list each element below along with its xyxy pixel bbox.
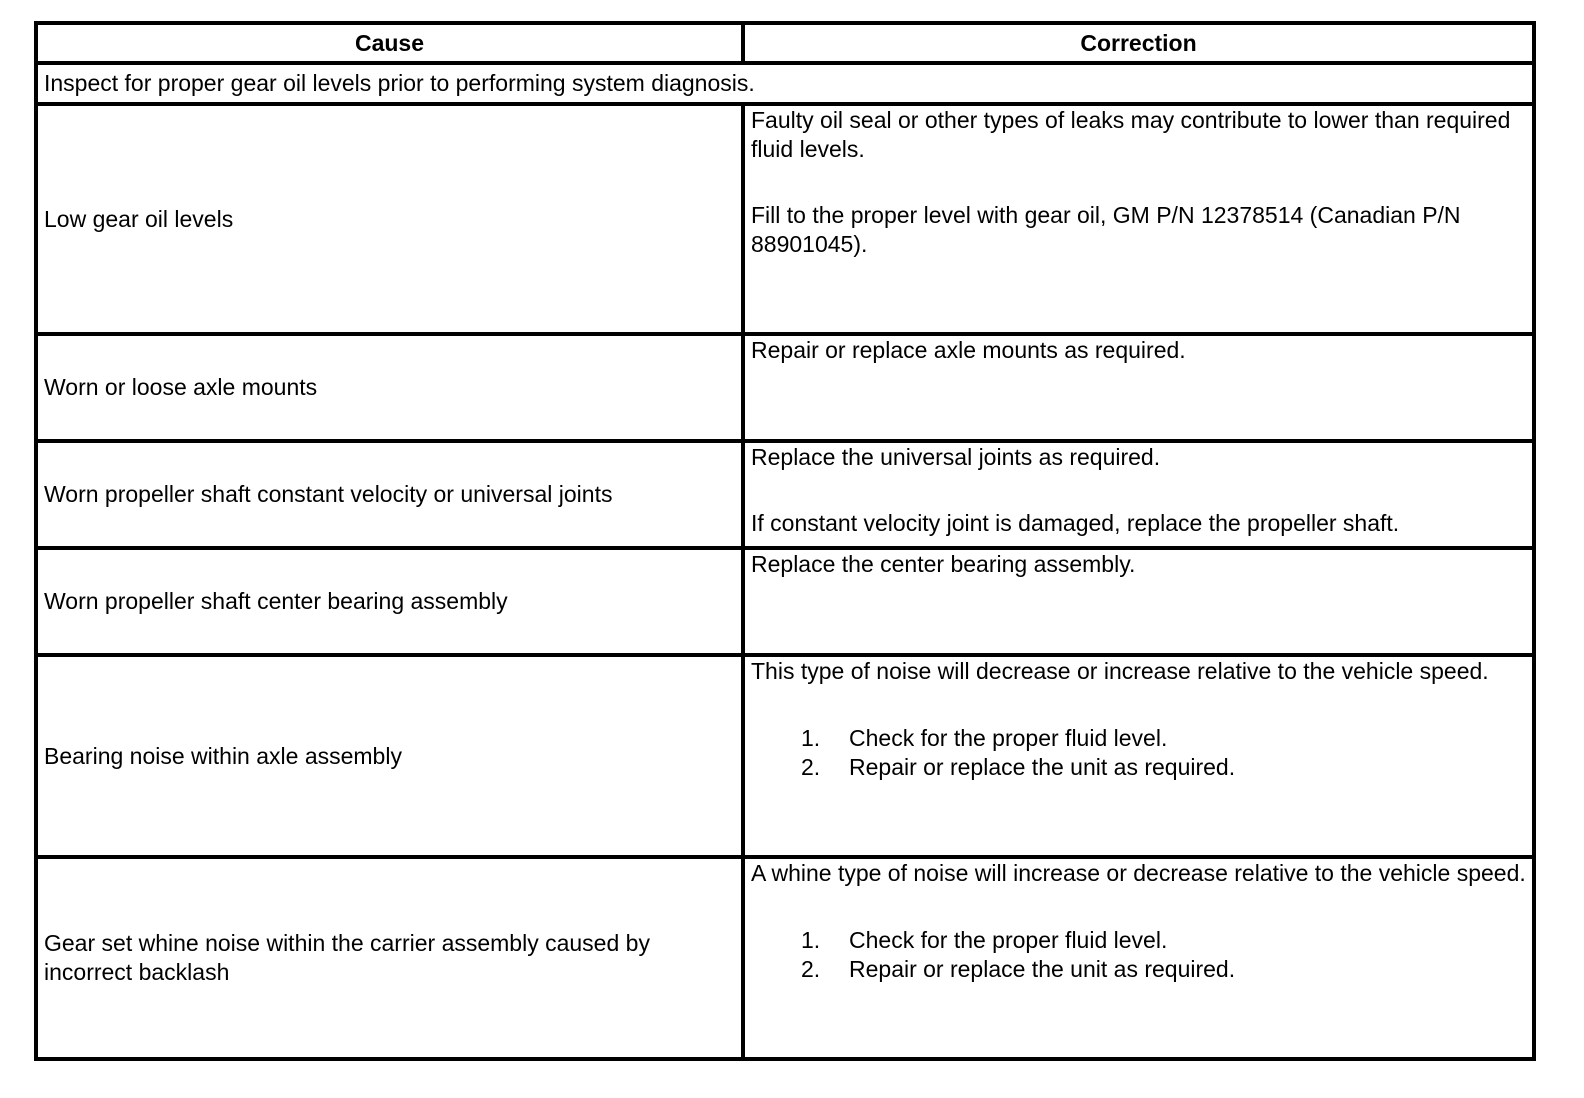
step-number: 1.	[801, 725, 821, 751]
table-row	[36, 104, 1534, 334]
correction-cell	[743, 857, 1534, 1059]
cause-cell: Gear set whine noise within the carrier assembly caused by incorrect backlash	[36, 857, 743, 1059]
correction-text: Faulty oil seal or other types of leaks may contribute to lower than required fluid levels.	[751, 107, 1511, 162]
table-row	[36, 441, 1534, 548]
table-row	[36, 857, 1534, 1059]
step-text: Repair or replace the unit as required.	[849, 956, 1236, 982]
cause-cell: Low gear oil levels	[36, 104, 743, 334]
correction-cell	[743, 334, 1534, 441]
step-number: 2.	[801, 956, 821, 982]
table-row	[36, 655, 1534, 857]
cause-cell: Worn propeller shaft center bearing assembly	[36, 548, 743, 655]
header-cause: Cause	[36, 23, 743, 63]
correction-text: Repair or replace axle mounts as required.	[751, 337, 1186, 363]
step-list	[751, 926, 1526, 984]
step-text: Repair or replace the unit as required.	[849, 754, 1236, 780]
step-number: 2.	[801, 754, 821, 780]
correction-cell	[743, 655, 1534, 857]
table-header-row	[36, 23, 1534, 63]
diagnostic-table	[34, 21, 1536, 1061]
inspection-note: Inspect for proper gear oil levels prior to performing system diagnosis.	[36, 63, 1534, 104]
step-number: 1.	[801, 927, 821, 953]
step-item	[751, 724, 1526, 753]
correction-cell	[743, 548, 1534, 655]
step-item	[751, 753, 1526, 782]
table-row	[36, 334, 1534, 441]
correction-text: If constant velocity joint is damaged, replace the propeller shaft.	[751, 510, 1400, 536]
correction-text: This type of noise will decrease or increase relative to the vehicle speed.	[751, 658, 1489, 684]
correction-text: Replace the center bearing assembly.	[751, 551, 1136, 577]
cause-cell: Worn propeller shaft constant velocity or universal joints	[36, 441, 743, 548]
step-text: Check for the proper fluid level.	[849, 725, 1168, 751]
cause-cell: Worn or loose axle mounts	[36, 334, 743, 441]
correction-cell	[743, 104, 1534, 334]
correction-text: A whine type of noise will increase or decrease relative to the vehicle speed.	[751, 860, 1526, 886]
header-correction: Correction	[743, 23, 1534, 63]
table-row	[36, 548, 1534, 655]
correction-text: Fill to the proper level with gear oil, GM P/N 12378514 (Canadian P/N 88901045).	[751, 202, 1461, 257]
note-row	[36, 63, 1534, 104]
step-list	[751, 724, 1526, 782]
step-item	[751, 955, 1526, 984]
step-item	[751, 926, 1526, 955]
step-text: Check for the proper fluid level.	[849, 927, 1168, 953]
cause-cell: Bearing noise within axle assembly	[36, 655, 743, 857]
correction-cell	[743, 441, 1534, 548]
correction-text: Replace the universal joints as required.	[751, 444, 1161, 470]
